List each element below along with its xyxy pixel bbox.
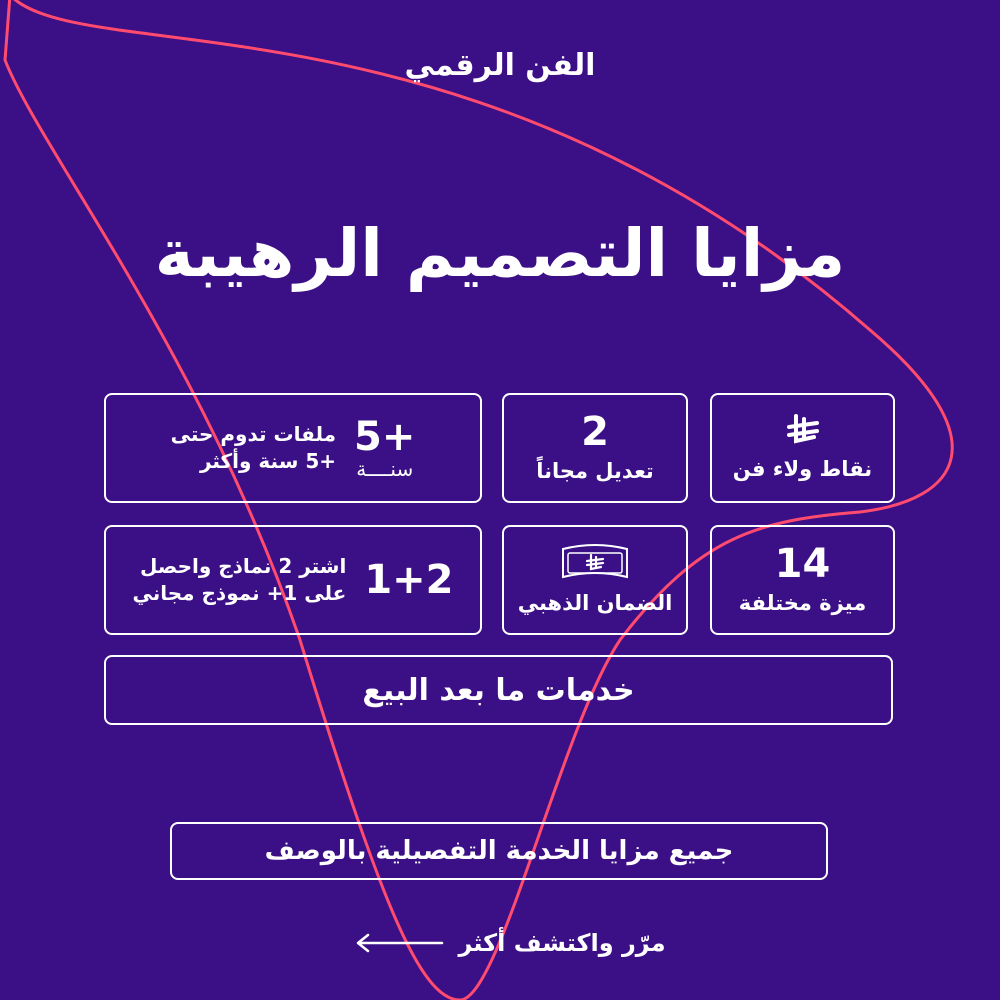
loyalty-label: نقاط ولاء فن — [732, 457, 873, 482]
swipe-cta-label[interactable]: مرّر واكتشف أكثر — [458, 929, 666, 957]
offer-value: 1+2 — [364, 557, 454, 603]
riyal-currency-icon — [784, 413, 822, 449]
offer-text — [133, 553, 347, 607]
file-duration-unit: سنــــة — [356, 457, 414, 481]
after-sales-banner: خدمات ما بعد البيع — [104, 655, 893, 725]
file-duration-line2: +5 سنة وأكثر — [199, 449, 337, 473]
golden-warranty-label: الضمان الذهبي — [517, 591, 673, 616]
swipe-cta[interactable] — [330, 918, 690, 968]
feature-card-free-edits — [502, 393, 688, 503]
file-duration-value: +5 — [354, 414, 416, 460]
banknote-icon — [558, 543, 632, 583]
feature-card-loyalty — [710, 393, 895, 503]
details-note: جميع مزايا الخدمة التفصيلية بالوصف — [170, 822, 828, 880]
feature-card-feature-count — [710, 525, 895, 635]
offer-line2: على 1+ نموذج مجاني — [132, 581, 347, 605]
feature-card-golden-warranty — [502, 525, 688, 635]
feature-card-file-duration — [104, 393, 482, 503]
file-duration-line1: ملفات تدوم حتى — [170, 422, 337, 446]
arrow-left-icon[interactable] — [354, 933, 444, 953]
offer-line1: اشتر 2 نماذج واحصل — [140, 554, 347, 578]
page-title: مزايا التصميم الرهيبة — [154, 215, 846, 292]
free-edits-value: 2 — [581, 409, 609, 456]
feature-count-label: ميزة مختلفة — [738, 591, 867, 616]
file-duration-text — [171, 421, 336, 475]
brand-logo: الفن الرقمي — [404, 48, 596, 83]
free-edits-label: تعديل مجاناً — [536, 459, 654, 484]
file-duration-stat — [354, 416, 415, 480]
feature-count-value: 14 — [774, 541, 831, 588]
feature-card-offer — [104, 525, 482, 635]
